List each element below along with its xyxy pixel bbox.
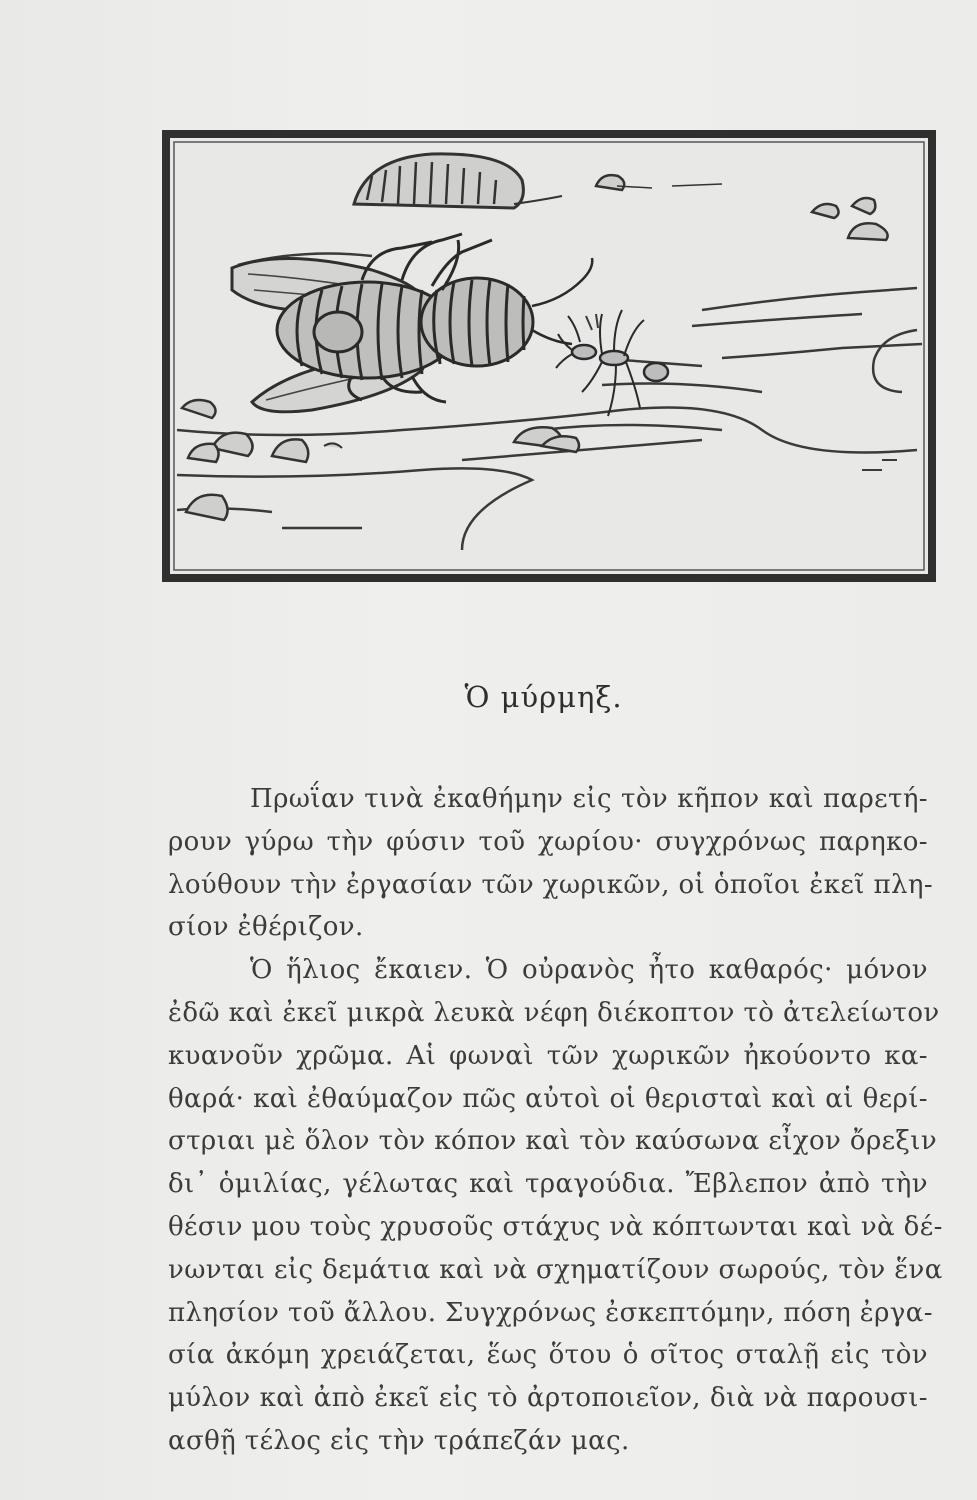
woodcut-image (162, 130, 936, 582)
text-line: θαρά· καὶ ἐθαύμαζον πῶς αὐτοὶ οἱ θερισταὶ καὶ αἱ θερί- (168, 1083, 928, 1114)
paragraph-2 (168, 949, 943, 1463)
image-frame (166, 134, 932, 578)
chapter-title: Ὁ μύρμηξ. (464, 680, 623, 714)
text-line: Πρωΐαν τινὰ ἐκαθήμην εἰς τὸν κῆπον καὶ παρετή- (250, 784, 928, 814)
text-line: σία ἀκόμη χρειάζεται, ἕως ὅτου ὁ σῖτος σταλῇ εἰς τὸν (168, 1340, 928, 1371)
text-line: μύλον καὶ ἀπὸ ἐκεῖ εἰς τὸ ἀρτοποιεῖον, διὰ νὰ παρουσι- (168, 1383, 928, 1414)
text-line: δι᾿ ὁμιλίας, γέλωτας καὶ τραγούδια. Ἔβλεπον ἀπὸ τὴν (168, 1169, 928, 1200)
body-text (168, 778, 943, 1463)
bee-and-ant-illustration (162, 130, 936, 582)
text-line: Ὁ ἥλιος ἔκαιεν. Ὁ οὐρανὸς ἦτο καθαρός· μόνον (250, 955, 928, 986)
text-line: θέσιν μου τοὺς χρυσοῦς στάχυς νὰ κόπτωνται καὶ νὰ δέ- (168, 1211, 943, 1242)
text-line: ἐδῶ καὶ ἐκεῖ μικρὰ λευκὰ νέφη διέκοπτον τὸ ἀτελείωτον (168, 997, 940, 1028)
text-line: στριαι μὲ ὅλον τὸν κόπον καὶ τὸν καύσωνα εἶχον ὄρεξιν (168, 1126, 938, 1157)
text-line: λούθουν τὴν ἐργασίαν τῶν χωρικῶν, οἱ ὁποῖοι ἐκεῖ πλη- (168, 869, 934, 900)
text-line: πλησίον τοῦ ἄλλου. Συγχρόνως ἐσκεπτόμην, πόση ἐργα- (168, 1297, 933, 1328)
text-line: νωνται εἰς δεμάτια καὶ νὰ σχηματίζουν σωρούς, τὸν ἕνα (168, 1254, 943, 1285)
paragraph-1 (168, 778, 934, 949)
text-line: σίον ἐθέριζον. (168, 912, 364, 943)
text-line: κυανοῦν χρῶμα. Αἱ φωναὶ τῶν χωρικῶν ἠκούοντο κα- (168, 1040, 928, 1071)
text-line: ασθῇ τέλος εἰς τὴν τράπεζάν μας. (168, 1425, 630, 1456)
text-line: ρουν γύρω τὴν φύσιν τοῦ χωρίου· συγχρόνως παρηκο- (168, 826, 928, 857)
